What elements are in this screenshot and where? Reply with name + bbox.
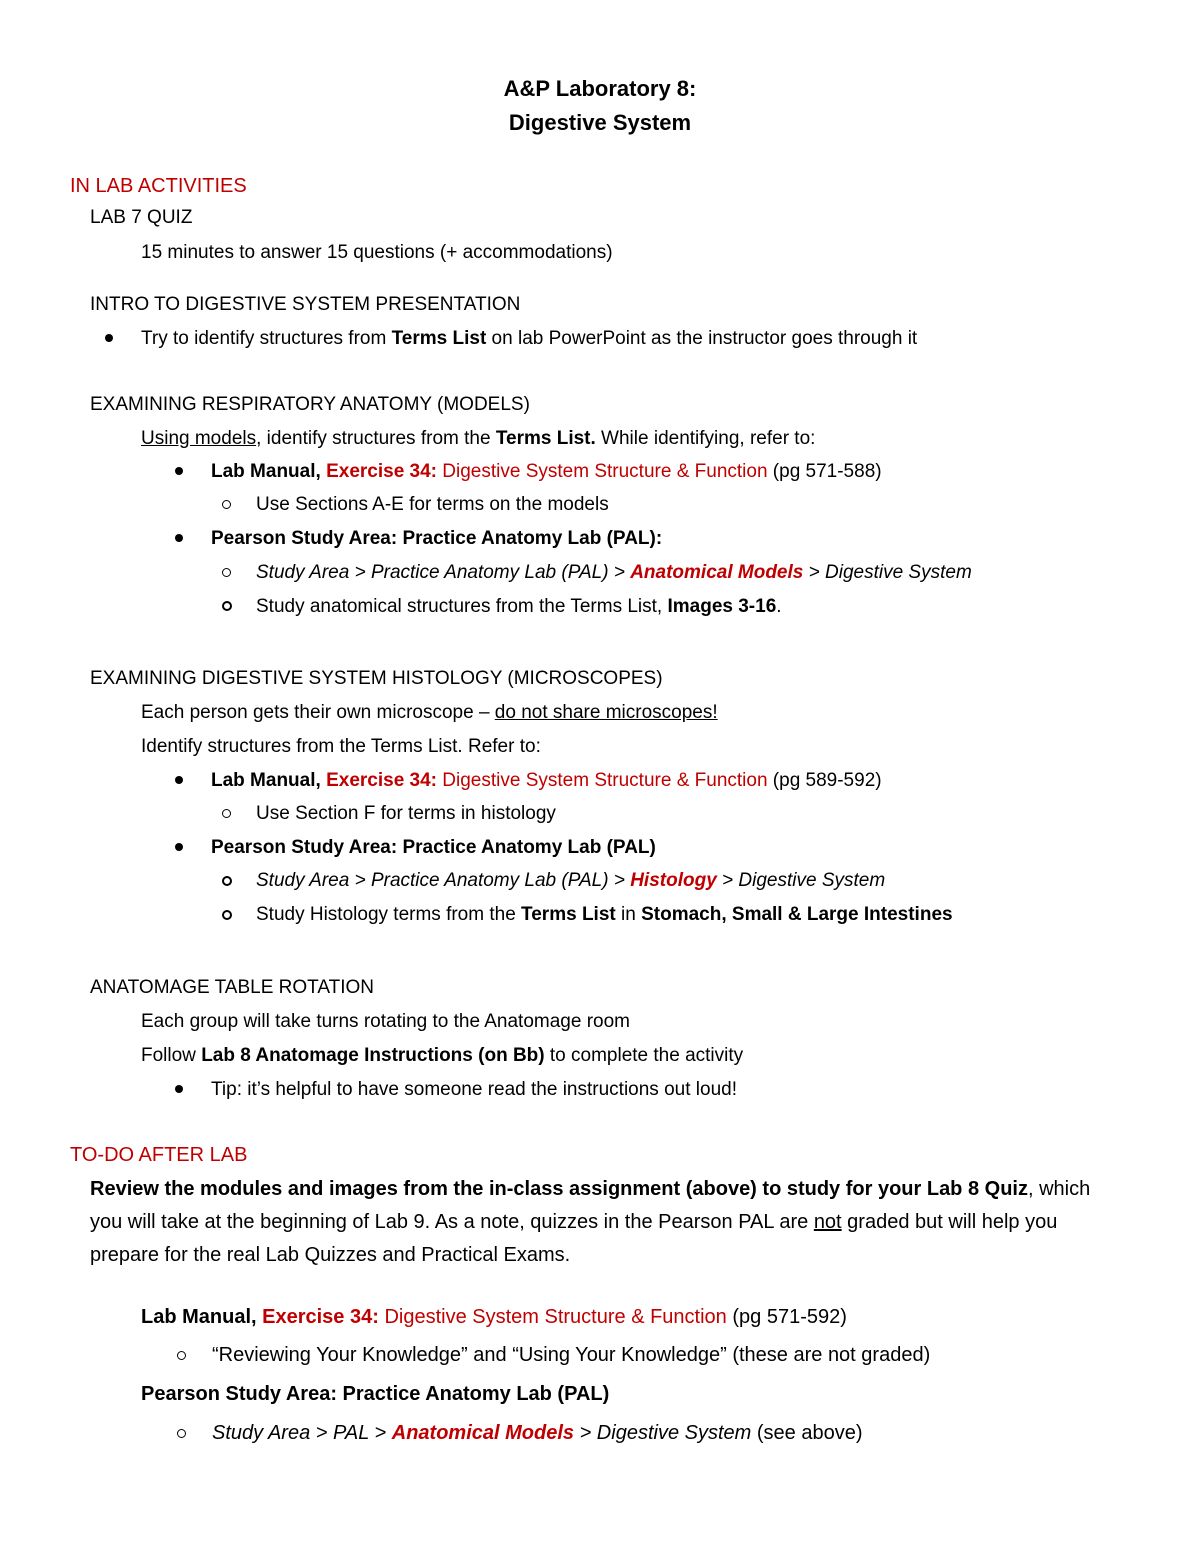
intro-bullet: Try to identify structures from Terms List on lab PowerPoint as the instructor goes through it bbox=[141, 328, 918, 349]
circle-bullet-icon bbox=[222, 876, 232, 886]
anatomage-line-2: Follow Lab 8 Anatomage Instructions (on Bb) to complete the activity bbox=[141, 1045, 744, 1066]
anatomy-study: Study anatomical structures from the Terms List, Images 3-16. bbox=[256, 596, 782, 617]
after-lab-paragraph-line-2: you will take at the beginning of Lab 9. As a note, quizzes in the Pearson PAL are not graded but will help you bbox=[90, 1211, 1058, 1233]
histology-pearson: Pearson Study Area: Practice Anatomy Lab (PAL) bbox=[211, 837, 656, 858]
histology-line-1: Each person gets their own microscope – do not share microscopes! bbox=[141, 702, 718, 723]
circle-bullet-icon bbox=[222, 568, 231, 577]
anatomage-line-1: Each group will take turns rotating to the Anatomage room bbox=[141, 1011, 630, 1032]
histology-heading: EXAMINING DIGESTIVE SYSTEM HISTOLOGY (MICROSCOPES) bbox=[90, 668, 663, 689]
histology-line-2: Identify structures from the Terms List. Refer to: bbox=[141, 736, 541, 757]
after-lab-heading: TO-DO AFTER LAB bbox=[70, 1144, 248, 1166]
histology-manual-sub: Use Section F for terms in histology bbox=[256, 803, 556, 824]
anatomy-manual-sub: Use Sections A-E for terms on the models bbox=[256, 494, 609, 515]
histology-study: Study Histology terms from the Terms List in Stomach, Small & Large Intestines bbox=[256, 904, 953, 925]
bullet-icon bbox=[175, 1085, 183, 1093]
circle-bullet-icon bbox=[177, 1429, 186, 1438]
bullet-icon bbox=[175, 534, 183, 542]
bullet-icon bbox=[175, 776, 183, 784]
after-lab-manual-sub: “Reviewing Your Knowledge” and “Using Your Knowledge” (these are not graded) bbox=[212, 1344, 931, 1366]
title-line-1: A&P Laboratory 8: bbox=[503, 76, 697, 101]
circle-bullet-icon bbox=[222, 601, 232, 611]
after-lab-paragraph-line-3: prepare for the real Lab Quizzes and Practical Exams. bbox=[90, 1244, 571, 1266]
anatomy-path: Study Area > Practice Anatomy Lab (PAL) > Anatomical Models > Digestive System bbox=[256, 562, 972, 583]
title-line-2: Digestive System bbox=[508, 110, 692, 135]
bullet-icon bbox=[105, 334, 113, 342]
quiz-text: 15 minutes to answer 15 questions (+ accommodations) bbox=[141, 242, 613, 263]
histology-path: Study Area > Practice Anatomy Lab (PAL) > Histology > Digestive System bbox=[256, 870, 886, 891]
circle-bullet-icon bbox=[222, 910, 232, 920]
histology-manual: Lab Manual, Exercise 34: Digestive System Structure & Function (pg 589-592) bbox=[211, 770, 882, 791]
circle-bullet-icon bbox=[177, 1351, 186, 1360]
anatomy-intro: Using models, identify structures from the Terms List. While identifying, refer to: bbox=[141, 428, 816, 449]
circle-bullet-icon bbox=[222, 500, 231, 509]
after-lab-path: Study Area > PAL > Anatomical Models > Digestive System (see above) bbox=[212, 1422, 863, 1444]
bullet-icon bbox=[175, 843, 183, 851]
after-lab-pearson: Pearson Study Area: Practice Anatomy Lab (PAL) bbox=[141, 1383, 610, 1405]
after-lab-paragraph-line-1: Review the modules and images from the in-class assignment (above) to study for your Lab 8 Quiz, which bbox=[90, 1178, 1091, 1200]
after-lab-manual: Lab Manual, Exercise 34: Digestive System Structure & Function (pg 571-592) bbox=[141, 1306, 847, 1328]
anatomage-heading: ANATOMAGE TABLE ROTATION bbox=[90, 977, 374, 998]
bullet-icon bbox=[175, 467, 183, 475]
anatomy-heading: EXAMINING RESPIRATORY ANATOMY (MODELS) bbox=[90, 394, 530, 415]
in-lab-heading: IN LAB ACTIVITIES bbox=[70, 175, 247, 197]
anatomy-manual: Lab Manual, Exercise 34: Digestive System Structure & Function (pg 571-588) bbox=[211, 461, 882, 482]
anatomage-tip: Tip: it’s helpful to have someone read the instructions out loud! bbox=[211, 1079, 737, 1100]
quiz-heading: LAB 7 QUIZ bbox=[90, 207, 193, 228]
intro-heading: INTRO TO DIGESTIVE SYSTEM PRESENTATION bbox=[90, 294, 521, 315]
anatomy-pearson: Pearson Study Area: Practice Anatomy Lab (PAL): bbox=[211, 528, 663, 549]
circle-bullet-icon bbox=[222, 809, 231, 818]
